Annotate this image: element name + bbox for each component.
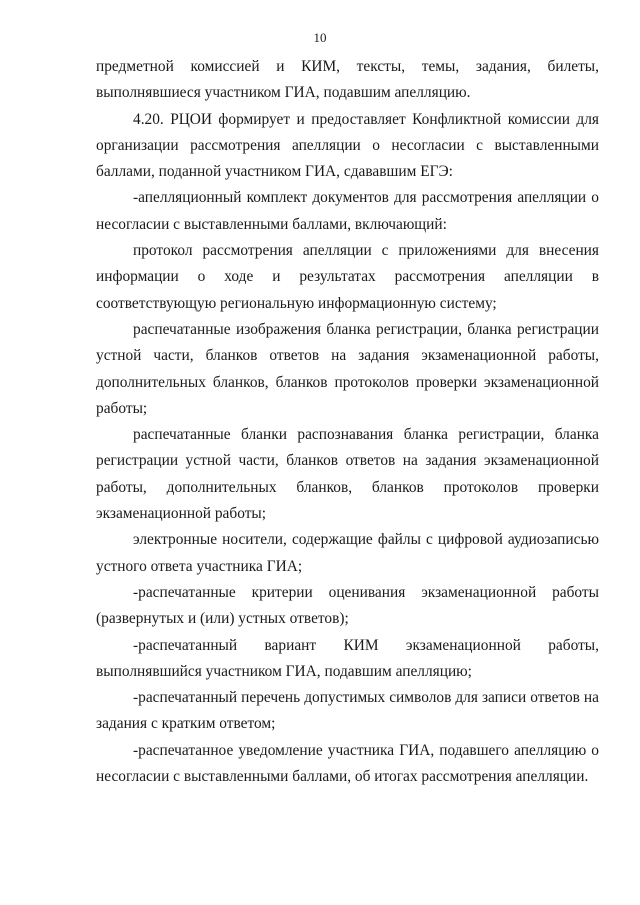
list-item-protocol: протокол рассмотрения апелляции с приложениями для внесения информации о ходе и результатах рассмотрения апелляции в соответствующую региональную информационную систему; <box>96 242 599 312</box>
list-item-audio-media: электронные носители, содержащие файлы с цифровой аудиозаписью устного ответа участника ГИА; <box>96 531 599 575</box>
list-item-appeal-kit: -апелляционный комплект документов для рассмотрения апелляции о несогласии с выставленными баллами, включающий: <box>96 189 599 233</box>
list-item-recognition-forms: распечатанные бланки распознавания бланка регистрации, бланка регистрации устной части, бланков ответов на задания экзаменационной работы, дополнительных бланков, бланков протоколов проверки экзаменационной работы; <box>96 426 599 523</box>
list-item-kim-variant: -распечатанный вариант КИМ экзаменационной работы, выполнявшийся участником ГИА, подавшим апелляцию; <box>96 636 599 680</box>
document-body <box>96 54 599 790</box>
list-item-symbols-list: -распечатанный перечень допустимых символов для записи ответов на задания с кратким ответом; <box>96 689 599 733</box>
list-item-criteria: -распечатанные критерии оценивания экзаменационной работы (развернутых и (или) устных ответов); <box>96 583 599 628</box>
page-number: 10 <box>313 30 327 45</box>
paragraph-section-4-20: 4.20. РЦОИ формирует и предоставляет Конфликтной комиссии для организации рассмотрения апелляции о несогласии с выставленными баллами, поданной участником ГИА, сдававшим ЕГЭ: <box>96 110 599 181</box>
list-item-printed-images: распечатанные изображения бланка регистрации, бланка регистрации устной части, бланков ответов на задания экзаменационной работы, дополнительных бланков, бланков протоколов проверки экзаменационной работы; <box>96 320 599 417</box>
paragraph-continuation: предметной комиссией и КИМ, тексты, темы, задания, билеты, выполнявшиеся участником ГИА, подавшим апелляцию. <box>96 58 599 102</box>
list-item-notification: -распечатанное уведомление участника ГИА, подавшего апелляцию о несогласии с выставленными баллами, об итогах рассмотрения апелляции. <box>96 741 599 786</box>
